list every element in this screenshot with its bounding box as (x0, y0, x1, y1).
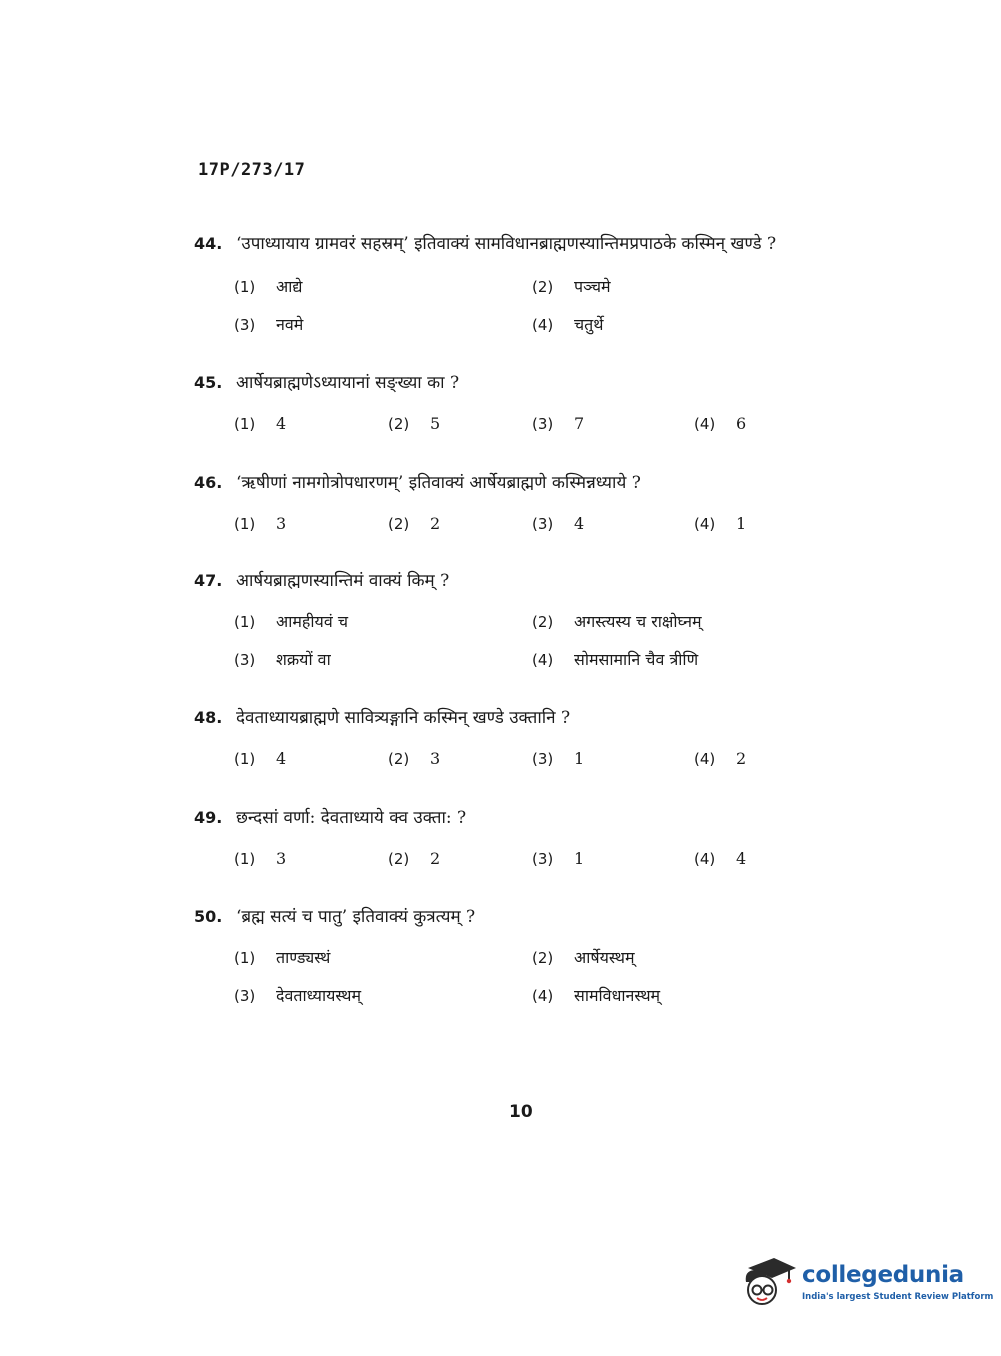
question-text: आर्षयब्राह्मणस्यान्तिमं वाक्यं किम् ? (236, 571, 450, 591)
question-text: छन्दसां वर्णा: देवताध्याये क्व उक्ता: ? (236, 808, 467, 828)
student-mascot-icon (740, 1252, 798, 1310)
question-number: 44. (194, 234, 223, 253)
options (194, 729, 854, 809)
question-stem (194, 472, 854, 494)
option-2: (2) 2 (388, 849, 441, 868)
question-number: 48. (194, 708, 223, 727)
option-2: (2) अगस्त्यस्य च राक्षोघ्नम् (532, 612, 702, 631)
question-number: 46. (194, 473, 223, 492)
option-3: (3) 4 (532, 514, 585, 533)
logo-tagline: India's largest Student Review Platform (802, 1292, 994, 1302)
option-2: (2) 5 (388, 414, 441, 433)
question-text: ‘ऋषीणां नामगोत्रोपधारणम्’ इतिवाक्यं आर्षेयब्राह्मणे कस्मिन्नध्याये ? (236, 473, 641, 493)
question-50 (194, 906, 854, 1008)
question-45 (194, 372, 854, 474)
option-4: (4) 1 (694, 514, 747, 533)
question-text: ‘ब्रह्म सत्यं च पातु’ इतिवाक्यं कुत्रत्यम् ? (236, 907, 476, 927)
option-3: (3) 1 (532, 849, 585, 868)
question-stem (194, 372, 854, 394)
option-4: (4) चतुर्थे (532, 315, 604, 334)
question-46 (194, 472, 854, 574)
options (194, 255, 854, 335)
question-44 (194, 233, 854, 335)
question-stem (194, 906, 854, 928)
options (194, 928, 854, 1008)
option-3: (3) शक्रयों वा (234, 650, 331, 669)
option-1: (1) 4 (234, 414, 287, 433)
option-2: (2) पञ्चमे (532, 277, 611, 296)
question-number: 50. (194, 907, 223, 926)
collegedunia-logo (740, 1252, 994, 1312)
option-1: (1) आमहीयवं च (234, 612, 348, 631)
option-2: (2) 3 (388, 749, 441, 768)
question-stem (194, 570, 854, 592)
option-3: (3) नवमे (234, 315, 304, 334)
question-47 (194, 570, 854, 672)
question-text: आर्षेयब्राह्मणेऽध्यायानां सङ्ख्या का ? (236, 373, 460, 393)
options (194, 592, 854, 672)
question-number: 45. (194, 373, 223, 392)
page-number: 10 (509, 1102, 533, 1122)
option-1: (1) 4 (234, 749, 287, 768)
question-text: देवताध्यायब्राह्मणे सावित्र्यङ्गानि कस्मिन् खण्डे उक्तानि ? (236, 708, 571, 728)
option-3: (3) 1 (532, 749, 585, 768)
option-3: (3) देवताध्यायस्थम् (234, 986, 362, 1005)
option-4: (4) 2 (694, 749, 747, 768)
options (194, 829, 854, 909)
question-48 (194, 707, 854, 809)
question-text: ‘उपाध्यायाय ग्रामवरं सहस्रम्’ इतिवाक्यं सामविधानब्राह्मणस्यान्तिमप्रपाठके कस्मिन् खण्डे ? (236, 234, 777, 254)
option-1: (1) आद्ये (234, 277, 303, 296)
option-3: (3) 7 (532, 414, 585, 433)
paper-code: 17P/273/17 (198, 160, 306, 180)
option-4: (4) 4 (694, 849, 747, 868)
question-stem (194, 807, 854, 829)
option-1: (1) ताण्ड्यस्थं (234, 948, 331, 967)
question-49 (194, 807, 854, 909)
options (194, 394, 854, 474)
option-4: (4) सामविधानस्थम् (532, 986, 661, 1005)
question-number: 47. (194, 571, 223, 590)
option-4: (4) सोमसामानि चैव त्रीणि (532, 650, 699, 669)
options (194, 494, 854, 574)
question-stem (194, 233, 854, 255)
option-2: (2) आर्षेयस्थम् (532, 948, 635, 967)
option-4: (4) 6 (694, 414, 747, 433)
question-stem (194, 707, 854, 729)
option-1: (1) 3 (234, 514, 287, 533)
question-number: 49. (194, 808, 223, 827)
logo-wordmark: collegedunia (802, 1262, 964, 1288)
option-2: (2) 2 (388, 514, 441, 533)
option-1: (1) 3 (234, 849, 287, 868)
